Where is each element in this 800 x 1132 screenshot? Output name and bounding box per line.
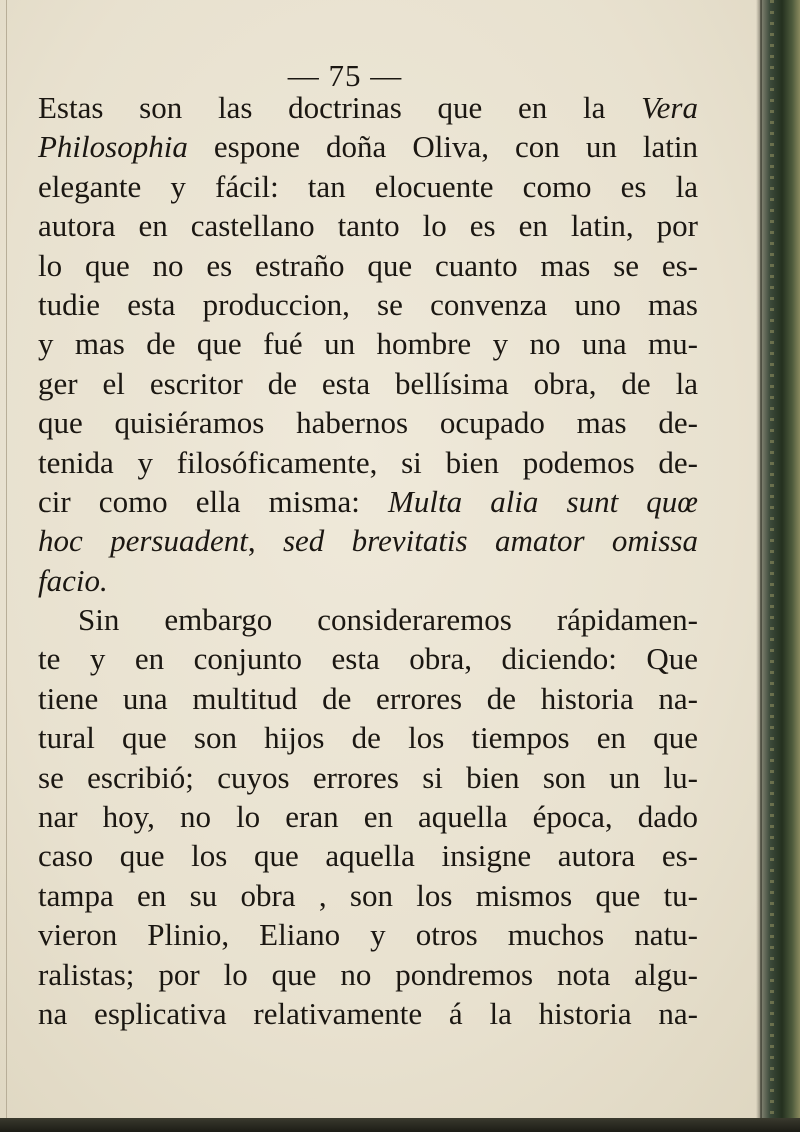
italic-text: Multa alia sunt quœ <box>388 483 698 519</box>
book-binding-edge <box>760 0 800 1132</box>
text-run: tenida y filosóficamente, si bien podemos de- <box>38 444 698 480</box>
text-line <box>38 443 698 482</box>
text-run: tampa en su obra , son los mismos que tu- <box>38 877 698 913</box>
paragraph <box>38 600 698 1033</box>
text-run: y mas de que fué un hombre y no una mu- <box>38 326 698 362</box>
text-run: tiene una multitud de errores de historia na- <box>38 680 698 716</box>
text-run: Sin embargo consideraremos rápidamen- <box>78 602 698 638</box>
text-run: tudie esta produccion, se convenza uno mas <box>38 286 698 322</box>
text-run: cir como ella misma: <box>38 483 389 519</box>
paragraph <box>38 88 698 600</box>
text-line <box>38 797 698 836</box>
text-line <box>38 679 698 718</box>
text-run: , <box>247 523 283 559</box>
text-run: caso que los que aquella insigne autora es- <box>38 838 698 874</box>
page-number: — 75 — <box>287 58 403 93</box>
text-line <box>38 836 698 875</box>
text-run: na esplicativa relativamente á la historia na- <box>38 995 698 1031</box>
text-run: tural que son hijos de los tiempos en que <box>38 720 698 756</box>
text-line <box>38 521 698 560</box>
italic-text: facio. <box>38 562 108 598</box>
text-line <box>38 324 698 363</box>
text-run: espone doña Oliva, con un latin <box>187 129 698 165</box>
text-run: que quisiéramos habernos ocupado mas de- <box>38 405 698 441</box>
text-line <box>38 364 698 403</box>
body-text <box>38 88 698 1033</box>
text-run: ralistas; por lo que no pondremos nota algu- <box>38 956 698 992</box>
text-line <box>38 403 698 442</box>
text-line <box>38 127 698 166</box>
text-line <box>38 876 698 915</box>
text-line <box>38 600 698 639</box>
page-bottom-edge <box>0 1118 800 1132</box>
text-line <box>38 915 698 954</box>
text-run: elegante y fácil: tan elocuente como es la <box>38 168 698 204</box>
text-line <box>38 482 698 521</box>
text-line <box>38 955 698 994</box>
text-line <box>38 718 698 757</box>
text-line <box>38 246 698 285</box>
text-line <box>38 639 698 678</box>
text-line <box>38 206 698 245</box>
text-line <box>38 758 698 797</box>
text-run: lo que no es estraño que cuanto mas se es- <box>38 247 698 283</box>
text-line <box>38 994 698 1033</box>
text-run: autora en castellano tanto lo es en latin, por <box>38 208 698 244</box>
text-run: Estas son las doctrinas que en la <box>38 90 642 125</box>
italic-text: Philosophia <box>38 129 188 165</box>
text-line <box>38 88 698 127</box>
italic-text: sed brevitatis amator omissa <box>282 523 698 559</box>
text-run: nar hoy, no lo eran en aquella época, dado <box>38 799 698 835</box>
text-run: ger el escritor de esta bellísima obra, de la <box>38 365 698 401</box>
italic-text: Vera <box>641 90 698 125</box>
text-line <box>38 561 698 600</box>
text-run: se escribió; cuyos errores si bien son un lu- <box>38 759 698 795</box>
text-run: vieron Plinio, Eliano y otros muchos natu- <box>38 917 698 953</box>
text-line <box>38 285 698 324</box>
italic-text: hoc persuadent <box>38 523 248 559</box>
text-line <box>38 167 698 206</box>
text-run: te y en conjunto esta obra, diciendo: Que <box>38 641 698 677</box>
page-left-edge-line <box>6 0 7 1132</box>
